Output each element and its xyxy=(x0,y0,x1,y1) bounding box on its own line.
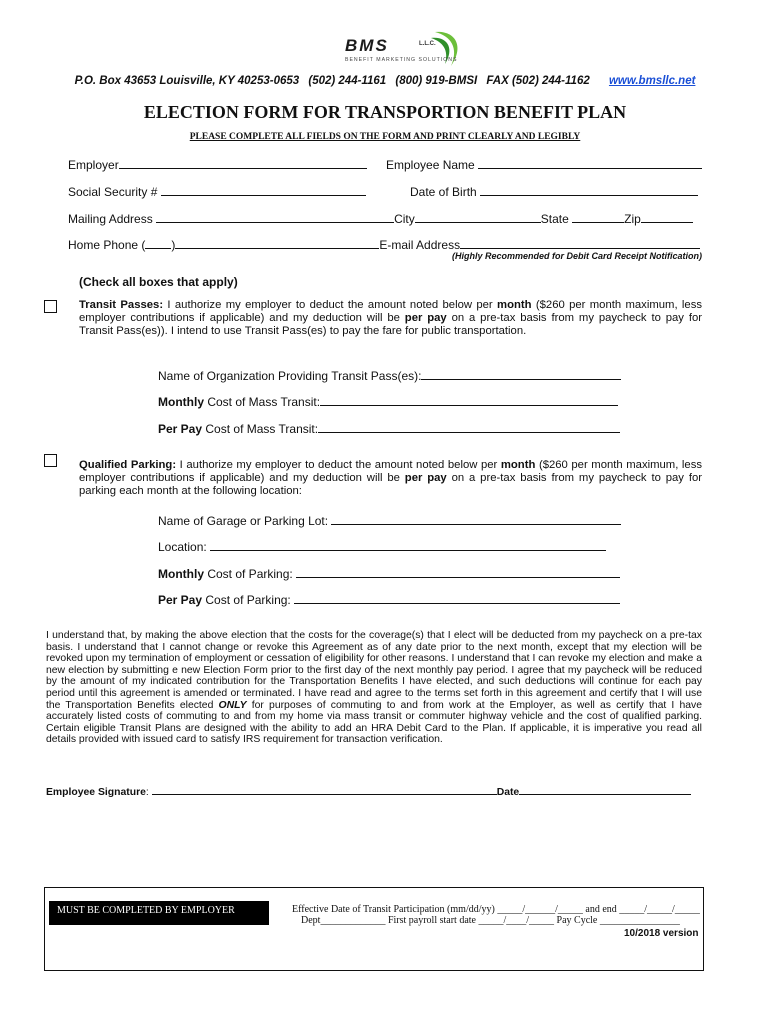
transit-monthly-emphasis: Monthly xyxy=(158,395,204,409)
transit-passes-paragraph xyxy=(79,299,702,338)
state-label: State xyxy=(540,212,569,226)
qualified-parking-paragraph xyxy=(79,459,702,498)
parking-garage-row xyxy=(158,512,621,528)
state-field[interactable] xyxy=(572,211,624,223)
employer-section-label: MUST BE COMPLETED BY EMPLOYER xyxy=(49,901,269,925)
email-field[interactable] xyxy=(460,237,700,249)
home-phone-paren: ) xyxy=(171,238,176,252)
signature-field[interactable] xyxy=(152,783,497,795)
effective-date-line[interactable]: Effective Date of Transit Participation (mm/dd/yy) _____/______/_____ and end _____/_____/_____ xyxy=(292,904,700,915)
parking-garage-field[interactable] xyxy=(331,512,621,525)
form-title: ELECTION FORM FOR TRANSPORTION BENEFIT PLAN xyxy=(143,102,627,122)
agreement-text-part: I understand that, by making the above election that the costs for the coverage(s) that I elect will be deducted from my paycheck on a pre-tax basis. I understand that I cannot change or revoke this Agreement as of any date prior to the next month, except that my election will be revoked upon my termination of employment or cessation of eligibility for other reasons. I understand that I can revoke my election and make a new election by submitting e new Election Form prior to the first day of the next monthly pay period. I agree that my paycheck will be reduced by the amount of my indicated contribution for the Transportation Benefits I have elected, and such deductions will continue for each pay period until this agreement is amended or terminated. I have read and agree to the terms set forth in this agreement and certify that I will use the Transportation Benefits elected xyxy=(46,630,702,711)
phone-email-row xyxy=(68,237,700,252)
form-instructions: PLEASE COMPLETE ALL FIELDS ON THE FORM AND PRINT CLEARLY AND LEGIBLY xyxy=(189,132,581,142)
transit-text: on a pre-tax basis from my paycheck to pay for Transit Pass(es)). I intend to use Transit Pass(es) to pay the fare for public transportation. xyxy=(79,312,703,337)
transit-perpay-emphasis-label: Per Pay xyxy=(158,422,203,436)
transit-perpay-label: Cost of Mass Transit: xyxy=(202,422,319,436)
dept-payroll-line[interactable]: Dept_____________ First payroll start date _____/____/_____ Pay Cycle ________________ xyxy=(301,915,680,926)
transit-perpay-cost-field[interactable] xyxy=(318,420,620,433)
employee-name-field[interactable] xyxy=(478,157,702,169)
logo-tagline: BENEFIT MARKETING SOLUTIONS xyxy=(345,57,458,63)
transit-monthly-label: Cost of Mass Transit: xyxy=(204,395,321,409)
parking-perpay-emphasis-label: Per Pay xyxy=(158,593,203,607)
only-emphasis: ONLY xyxy=(218,699,247,711)
employer-field[interactable] xyxy=(119,157,367,169)
transit-org-label: Name of Organization Providing Transit Pass(es): xyxy=(158,369,422,383)
bms-logo xyxy=(335,28,465,70)
city-field[interactable] xyxy=(415,211,541,223)
parking-text: I authorize my employer to deduct the amount noted below per xyxy=(176,459,501,471)
phone-local: (502) 244-1161 xyxy=(308,75,387,87)
fax: FAX (502) 244-1162 xyxy=(486,75,590,87)
parking-perpay-emphasis: per pay xyxy=(404,472,447,484)
mailing-address-label: Mailing Address xyxy=(68,212,153,226)
city-label: City xyxy=(394,212,415,226)
agreement-text xyxy=(46,630,702,746)
parking-perpay-label: Cost of Parking: xyxy=(202,593,291,607)
website-link[interactable]: www.bmsllc.net xyxy=(608,75,696,87)
zip-field[interactable] xyxy=(641,211,693,223)
logo-llc: L.L.C. xyxy=(419,41,436,47)
parking-monthly-emphasis: Monthly xyxy=(158,567,204,581)
employee-name-label: Employee Name xyxy=(386,158,475,172)
transit-perpay-emphasis: per pay xyxy=(404,312,447,324)
email-note: (Highly Recommended for Debit Card Receipt Notification) xyxy=(452,251,703,261)
parking-text: ($260 per month maximum, less employer contributions if applicable) and my deduction will be xyxy=(79,459,703,484)
employee-name-row xyxy=(386,157,702,172)
transit-text: I authorize my employer to deduct the amount noted below per xyxy=(163,299,498,311)
parking-monthly-label: Cost of Parking: xyxy=(204,567,293,581)
dob-field[interactable] xyxy=(480,184,698,196)
ssn-field[interactable] xyxy=(161,184,366,196)
transit-org-row xyxy=(158,367,621,383)
transit-org-field[interactable] xyxy=(421,367,621,380)
logo-swoosh-icon xyxy=(429,28,465,70)
signature-colon: : xyxy=(145,787,149,798)
parking-text: on a pre-tax basis from my paycheck to pay for parking each month at the following location: xyxy=(79,472,703,497)
zip-label: Zip xyxy=(624,212,641,226)
transit-text: ($260 per month maximum, less employer contributions if applicable) and my deduction will be xyxy=(79,299,703,324)
home-phone-field[interactable] xyxy=(175,237,379,249)
date-label: Date xyxy=(496,787,520,798)
transit-monthly-row xyxy=(158,393,618,409)
parking-perpay-cost-field[interactable] xyxy=(294,591,620,604)
employer-label: Employer xyxy=(68,158,119,172)
parking-monthly-row xyxy=(158,565,620,581)
area-code-field[interactable] xyxy=(145,237,171,249)
dob-label: Date of Birth xyxy=(410,185,477,199)
agreement-text-part: for purposes of commuting to and from work at the Employer, as well as certify that I have accurately listed costs of commuting to and from my home via mass transit or commuter highway vehicle and the cost of qualified parking. Certain eligible Transit Plans are designed with the ability to add an HRA Debit Card to the Plan. If applicable, it is imperative you read all details provided with issued card to satisfy IRS requirement for transaction verification. xyxy=(46,699,702,746)
signature-label: Employee Signature xyxy=(46,787,146,798)
ssn-label: Social Security # xyxy=(68,185,158,199)
parking-garage-label: Name of Garage or Parking Lot: xyxy=(158,514,329,528)
parking-monthly-cost-field[interactable] xyxy=(296,565,620,578)
parking-month-emphasis: month xyxy=(500,459,536,471)
transit-passes-label: Transit Passes: xyxy=(79,299,164,311)
contact-line xyxy=(0,75,770,87)
transit-monthly-cost-field[interactable] xyxy=(320,393,618,406)
transit-perpay-row xyxy=(158,420,620,436)
mailing-address-field[interactable] xyxy=(156,211,394,223)
phone-tollfree: (800) 919-BMSI xyxy=(395,75,478,87)
dob-row xyxy=(410,184,698,199)
parking-label: Qualified Parking: xyxy=(79,459,177,471)
parking-location-row xyxy=(158,538,606,554)
parking-perpay-row xyxy=(158,591,620,607)
transit-month-emphasis: month xyxy=(497,299,532,311)
check-all-instruction: (Check all boxes that apply) xyxy=(79,275,238,289)
logo-wordmark: BMS xyxy=(345,36,389,55)
employer-row xyxy=(68,157,367,172)
transit-passes-checkbox[interactable] xyxy=(44,300,57,313)
employer-section-box xyxy=(44,887,704,971)
home-phone-label: Home Phone ( xyxy=(68,238,146,252)
email-label: E-mail Address xyxy=(379,238,461,252)
parking-location-label: Location: xyxy=(158,540,207,554)
parking-location-field[interactable] xyxy=(210,538,606,551)
form-version: 10/2018 version xyxy=(624,928,699,939)
qualified-parking-checkbox[interactable] xyxy=(44,454,57,467)
signature-row xyxy=(46,783,691,798)
address: P.O. Box 43653 Louisville, KY 40253-0653 xyxy=(74,75,300,87)
ssn-row xyxy=(68,184,366,199)
signature-date-field[interactable] xyxy=(519,783,691,795)
mailing-address-row xyxy=(68,211,693,226)
